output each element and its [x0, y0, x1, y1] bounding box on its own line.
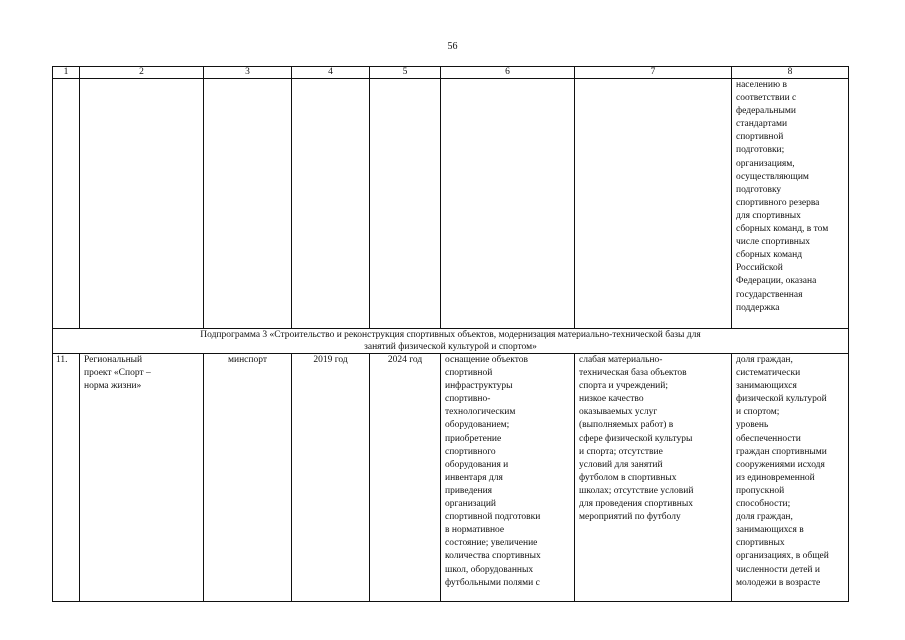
subprogram-row [53, 329, 849, 354]
continued-cell-5 [370, 79, 441, 329]
row-number: 11. [53, 354, 80, 602]
continued-cell-3 [204, 79, 292, 329]
header-cell-1: 1 [53, 67, 80, 79]
program-table [52, 66, 849, 602]
end-year: 2024 год [370, 354, 441, 602]
continued-cell-indicators: населению в соответствии с федеральными стандартами спортивной подготовки; организациям, осуществляющим подготовку спортивного резерва для спортивных сборных команд, в том числе спортивных сборных команд Российской Федерации, оказана государственная поддержка [732, 79, 849, 329]
executor: минспорт [204, 354, 292, 602]
header-cell-6: 6 [441, 67, 575, 79]
project-name: Региональный проект «Спорт – норма жизни» [80, 354, 204, 602]
consequences: слабая материально- техническая база объектов спорта и учреждений; низкое качество оказываемых услуг (выполняемых работ) в сфере физической культуры и спорта; отсутствие условий для занятий футболом в спортивных школах; отсутствие условий для проведения спортивных мероприятий по футболу [575, 354, 732, 602]
header-cell-2: 2 [80, 67, 204, 79]
expected-result: оснащение объектов спортивной инфраструктуры спортивно- технологическим оборудованием; приобретение спортивного оборудования и инвентаря для приведения организаций спортивной подготовки в нормативное состояние; увеличение количества спортивных школ, оборудованных футбольными полями с [441, 354, 575, 602]
header-cell-5: 5 [370, 67, 441, 79]
header-cell-4: 4 [292, 67, 370, 79]
page-number: 56 [447, 41, 458, 52]
continued-cell-6 [441, 79, 575, 329]
header-cell-3: 3 [204, 67, 292, 79]
continued-row [53, 79, 849, 329]
header-cell-7: 7 [575, 67, 732, 79]
continued-cell-1 [53, 79, 80, 329]
continued-cell-4 [292, 79, 370, 329]
table-row-11 [53, 354, 849, 602]
header-row [53, 67, 849, 79]
subprogram-title: Подпрограмма 3 «Строительство и реконструкция спортивных объектов, модернизация материально-технической базы для занятий физической культурой и спортом» [53, 329, 849, 354]
continued-cell-7 [575, 79, 732, 329]
continued-cell-2 [80, 79, 204, 329]
start-year: 2019 год [292, 354, 370, 602]
indicators: доля граждан, систематически занимающихся физической культурой и спортом; уровень обеспеченности граждан спортивными сооружениями исходя из единовременной пропускной способности; доля граждан, занимающихся в спортивных организациях, в общей численности детей и молодежи в возрасте [732, 354, 849, 602]
header-cell-8: 8 [732, 67, 849, 79]
